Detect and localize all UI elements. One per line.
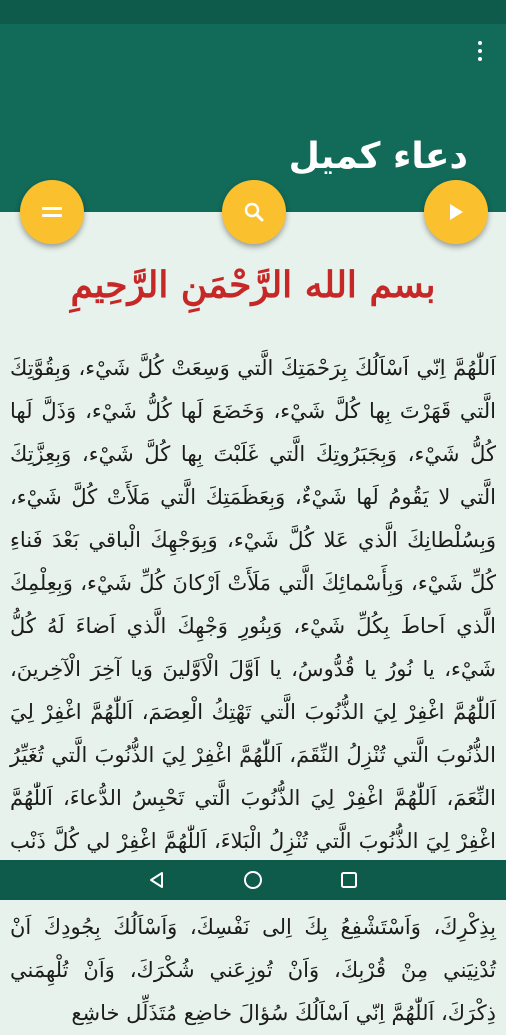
system-nav-bar (0, 860, 506, 900)
menu-fab-button[interactable] (20, 180, 84, 244)
search-fab-button[interactable] (222, 180, 286, 244)
recents-icon (339, 870, 359, 890)
recents-button[interactable] (336, 867, 362, 893)
equals-icon (41, 205, 63, 219)
play-fab-button[interactable] (424, 180, 488, 244)
play-icon (448, 203, 464, 221)
content-area[interactable] (0, 212, 506, 1025)
home-icon (243, 870, 263, 890)
search-icon (243, 201, 265, 223)
back-icon (147, 870, 167, 890)
home-button[interactable] (240, 867, 266, 893)
status-bar (0, 0, 506, 24)
more-vert-icon[interactable] (468, 36, 492, 66)
dua-text: اَللّٰهُمَّ اِنّي اَسْاَلُكَ بِرَحْمَتِكَ الَّتي وَسِعَتْ كُلَّ شَيْء، وَبِقُوَّتِكَ الَّتي قَهَرْتَ بِها كُلَّ شَيْء، وَخَضَعَ لَها كُلُّ شَيْء، وَذَلَّ لَها كُلُّ شَيْء، وَبِجَبَرُوتِكَ الَّتي غَلَبْتَ بِها كُلَّ شَيْء، وَبِعِزَّتِكَ الَّتي لا يَقُومُ لَها شَيْءٌ، وَبِعَظَمَتِكَ الَّتي مَلَأَتْ كُلَّ شَيْء، وَبِسُلْطانِكَ الَّذي عَلا كُلَّ شَيْء، وَبِوَجْهِكَ الْباقي بَعْدَ فَناءِ كُلِّ شَيْء، وَبِأَسْمائِكَ الَّتي مَلَأَتْ اَرْكانَ كُلِّ شَيْء، وَبِعِلْمِكَ الَّذي اَحاطَ بِكُلِّ شَيْء، وَبِنُورِ وَجْهِكَ الَّذي اَضاءَ لَهُ كُلُّ شَيْء، يا نُورُ يا قُدُّوسُ، يا اَوَّلَ الْاَوَّلينَ وَيا آخِرَ الْآخِرينَ، اَللّٰهُمَّ اغْفِرْ لِيَ الذُّنُوبَ الَّتي تَهْتِكُ الْعِصَمَ، اَللّٰهُمَّ اغْفِرْ لِيَ الذُّنُوبَ الَّتي تُنْزِلُ النِّقَمَ، اَللّٰهُمَّ اغْفِرْ لِيَ الذُّنُوبَ الَّتي تُغَيِّرُ النِّعَمَ، اَللّٰهُمَّ اغْفِرْ لِيَ الذُّنُوبَ الَّتي تَحْبِسُ الدُّعاءَ، اَللّٰهُمَّ اغْفِرْ لِيَ الذُّنُوبَ الَّتي تُنْزِلُ الْبَلاءَ، اَللّٰهُمَّ اغْفِرْ لي كُلَّ ذَنْب بِذِكْرِكَ، وَاَسْتَشْفِعُ بِكَ اِلى نَفْسِكَ، وَاَسْاَلُكَ بِجُودِكَ اَنْ تُدْنِيَني مِنْ قُرْبِكَ، وَاَنْ تُوزِعَني شُكْرَكَ، وَاَنْ تُلْهِمَني ذِكْرَكَ، اَللّٰهُمَّ اِنّي اَسْاَلُكَ سُؤالَ خاضِع مُتَذَلِّل خاشِع (10, 356, 496, 1025)
bismillah-heading: بسم الله الرَّحْمَنِ الرَّحِيمِ (70, 264, 436, 306)
back-button[interactable] (144, 867, 170, 893)
app-title: دعاء كميل (288, 136, 468, 177)
